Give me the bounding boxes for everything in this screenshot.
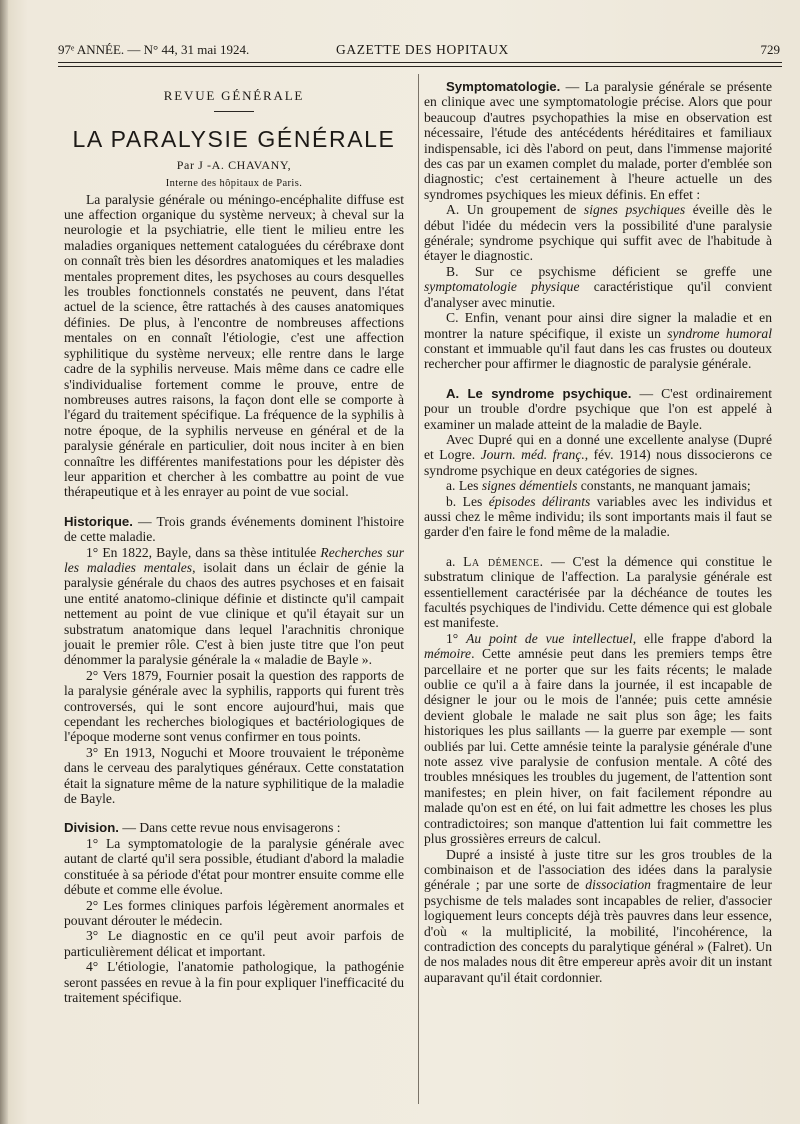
intro-paragraph: La paralysie générale ou méningo-encéphalite diffuse est une affection organique du système nerveux; à cheval sur la neurologie et la psychiatrie, elle tient le milieu entre les maladies organiques nettement cataloguées du cérébraxe dont on connaît très bien les désordres anatomiques et les maladies mentales proprement dites, les psychoses au cours desquelles les troubles fonctionnels constatés ne peuvent, dans l'état actuel de la science, être rattachés à des causes anatomiques définies. De plus, à l'encontre de nombreuses affections mentales on en connaît l'étiologie, c'est une affection syphilitique du système nerveux; elle rentre dans le large cadre de la syphilis nerveuse. Mais même dans ce cadre elle s'individualise fortement comme le prouve, entre de nombreuses autres raisons, la façon dont elle se comporte à l'égard du traitement spécifique. La fréquence de la syphilis à notre époque, de la syphilis nerveuse en général et de la paralysie générale en particulier, doit nous inciter à en bien connaître les différentes manifestations pour les dépister dès leur apparition et chercher à les combattre au point de vue thérapeutique et à les enrayer au point de vue social. (64, 191, 404, 500)
historique-paragraph: Historique. — Trois grands événements dominent l'histoire de cette maladie. (64, 513, 404, 545)
journal-name: GAZETTE DES HOPITAUX (336, 42, 509, 57)
historique-item-3: 3° En 1913, Noguchi et Moore trouvaient le tréponème dans le cerveau des paralytiques généraux. Cette constatation était la signature même de la nature syphilitique de la maladie de Bayle. (64, 744, 404, 807)
running-header (58, 42, 780, 64)
symptomatologie-paragraph: Symptomatologie. — La paralysie générale se présente en clinique avec une symptomatologie précise. Alors que pour beaucoup d'autres psychopathies la mise en observation est nécessaire, l'étude des antécédents héréditaires et familiaux indispensable, ici dès l'abord on peut, dans l'immense majorité des cas par un examen complet du malade, porter d'emblée son diagnostic; c'est certainement à l'heure actuelle un des syndromes psychiques les mieux définis. En effet : (424, 79, 772, 202)
left-column (64, 78, 404, 1005)
division-item-3: 3° Le diagnostic en ce qu'il peut avoir parfois de particulièrement délicat et important. (64, 928, 404, 959)
header-rule-thin (58, 66, 782, 67)
rubric-rule (214, 111, 254, 112)
point-c: C. Enfin, venant pour ainsi dire signer la maladie et en montrer la nature spécifique, il existe un syndrome humoral constant et immuable qu'il faut dans les cas frustes ou douteux rechercher pour affirmer le diagnostic de paralysie générale. (424, 310, 772, 372)
intellectuel-paragraph: 1° Au point de vue intellectuel, elle frappe d'abord la mémoire. Cette amnésie peut dans les premiers temps être parcellaire et ne porter que sur les faits récents; le malade oublie ce qu'il a à faire dans la journée, il est incapable de désigner le jour ou le mois de l'année; puis cette amnésie devient globale le malade ne sait plus son âge; les faits historiques les plus saillants — la guerre par exemple — sont oubliés par lui. Cette amnésie teinte la paralysie générale d'une note assez vive paralysie de confusion mentale. A côté des troubles mnésiques les troubles du jugement, de l'attention sont manifestes; en plein hiver, on fait facilement répondre au malade qu'on est en été, on lui fait admettre les choses les plus contradictoires; son manque d'attention lui fait commettre les plus grossières erreurs de calcul. (424, 630, 772, 847)
point-b: B. Sur ce psychisme déficient se greffe une symptomatologie physique caractéristique qu'il convient d'analyser avec minutie. (424, 263, 772, 310)
division-paragraph: Division. — Dans cette revue nous envisagerons : (64, 820, 341, 836)
division-heading: Division. (64, 820, 119, 836)
dupre-paragraph: Avec Dupré qui en a donné une excellente analyse (Dupré et Logre. Journ. méd. franç., fév. 1914) nous dissocierons ce syndrome psychique en deux catégories de signes. (424, 431, 772, 478)
syndrome-psychique-heading: A. Le syndrome psychique. (446, 385, 632, 401)
syndrome-psychique-paragraph: A. Le syndrome psychique. — C'est ordinairement pour un trouble d'ordre psychique que l'on est appelé à examiner un malade atteint de la maladie de Bayle. (424, 385, 773, 432)
historique-item-1: 1° En 1822, Bayle, dans sa thèse intitulée Recherches sur les maladies mentales, isolait dans un éclair de génie la paralysie générale du chaos des autres psychoses et en faisait une entité anatomo-clinique définie et distincte qu'il campait nettement au point de vue clinique et qu'il étayait sur un substratum anatomique dans lequel l'arachnitis chronique jouait le premier rôle. C'est à bien juste titre que l'on peut dénommer la paralysie générale la « maladie de Bayle ». (64, 544, 405, 668)
demence-heading: La démence. (463, 553, 544, 569)
column-divider (418, 74, 419, 1104)
division-item-1: 1° La symptomatologie de la paralysie générale avec autant de clarté qu'il sera possible, étudiant d'abord la maladie constituée à sa période d'état pour montrer ensuite comme elle débute et comme elle évolue. (64, 835, 404, 898)
episodes-delirants: b. Les épisodes délirants variables avec les individus et aussi chez le même individu; ils sont importants mais il faut se garder d'en faire le fond même de la maladie. (424, 493, 772, 540)
historique-heading: Historique. (64, 513, 133, 529)
signes-dementiels: a. Les signes démentiels constants, ne manquant jamais; (446, 478, 751, 494)
point-a: A. Un groupement de signes psychiques éveille dès le début l'idée du médecin vers la possibilité d'une paralysie générale; syndrome psychique qui suffit avec de l'habitude à étayer le diagnostic. (424, 202, 773, 264)
historique-item-2: 2° Vers 1879, Fournier posait la question des rapports de la paralysie générale avec la syphilis, rapports qui furent très controversés, qui le sont encore aujourd'hui, mais que cependant les recherches biologiques et bactériologiques de l'époque moderne sont venus confirmer en tous points. (64, 667, 404, 745)
right-column (424, 79, 772, 985)
issue-info: 97ᵉ ANNÉE. — N° 44, 31 mai 1924. (58, 42, 250, 57)
division-item-2: 2° Les formes cliniques parfois légèrement anormales et pouvant dérouter le médecin. (64, 897, 404, 928)
article-byline: Par J -A. CHAVANY, (176, 157, 292, 172)
dissociation-paragraph: Dupré a insisté à juste titre sur les gros troubles de la combinaison et de l'association des idées dans la paralysie générale ; par une sorte de dissociation fragmentaire de leur psychisme de tels malades sont incapables de relier, d'associer logiquement leurs concepts déjà très pauvres dans leur essence, d'où « la multiplicité, la mobilité, l'incohérence, la contradiction des concepts du paralytique général » (Falret). Un de nos malades nous dit être empereur après avoir dit un instant auparavant qu'il était cordonnier. (424, 846, 772, 985)
demence-paragraph: a. La démence. — C'est la démence qui constitue le substratum clinique de l'affection. La paralysie générale est essentiellement caractérisée par la déchéance de toutes les facultés psychiques de l'individu. Cette démence qui est globale est manifeste. (424, 553, 772, 631)
page-spine-shadow (0, 0, 8, 1124)
page-number: 729 (760, 42, 780, 57)
article-title: LA PARALYSIE GÉNÉRALE (72, 126, 396, 153)
header-rule-thick (58, 62, 782, 63)
author-affiliation: Interne des hôpitaux de Paris. (165, 178, 303, 190)
section-rubric: REVUE GÉNÉRALE (163, 88, 305, 103)
division-item-4: 4° L'étiologie, l'anatomie pathologique, la pathogénie seront passées en revue à la fin pour expliquer l'inefficacité du traitement spécifique. (64, 959, 404, 1005)
symptomatologie-heading: Symptomatologie. (446, 79, 561, 94)
